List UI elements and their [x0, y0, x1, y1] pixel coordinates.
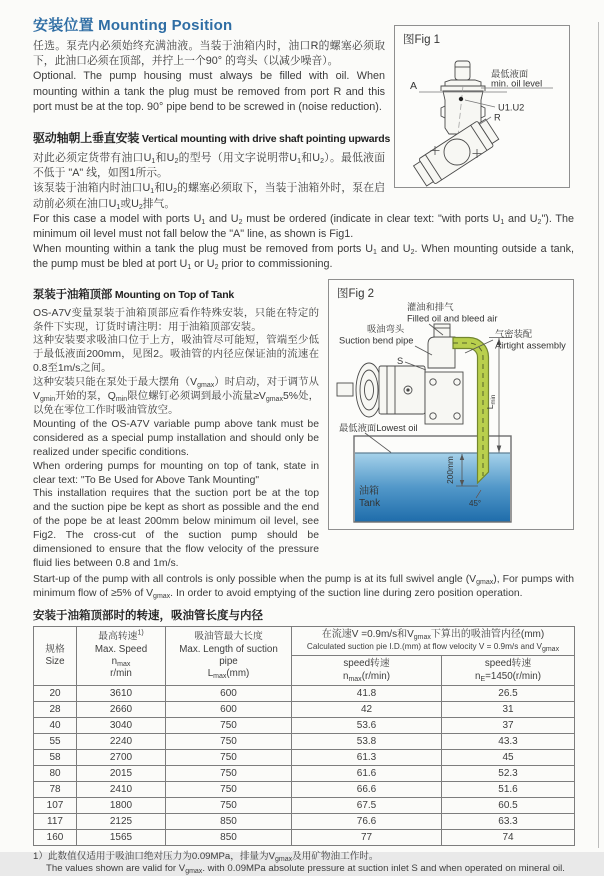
- fig2-bend-en-label: Suction bend pipe: [339, 335, 414, 346]
- cell-id-nmax: 53.6: [292, 718, 442, 734]
- table-row: [34, 686, 575, 702]
- fig1-port-dot: [459, 97, 463, 101]
- cell-max-speed: 1565: [77, 830, 166, 846]
- table-row: [34, 814, 575, 830]
- cell-id-1450: 63.3: [442, 814, 575, 830]
- fig2-45-label: 45°: [469, 498, 482, 508]
- cell-id-nmax: 61.6: [292, 766, 442, 782]
- cell-id-nmax: 77: [292, 830, 442, 846]
- cell-id-1450: 31: [442, 702, 575, 718]
- col-header-calculated-id: 在流速V =0.9m/s和$V_{gmax}$下算出的吸油管内径(mm) Calculated suction pie I.D.(mm) at flow velocity V = 0.9m/s and $V_{gmax}$: [292, 626, 575, 656]
- tank-top-en3: This installation requires that the suction port be at the top and the suction pipe be kept as short as possible and the end of the pope be at least 200mm below minimum oil level, see Fig2. The cross-cut of the suction pump should be dimensioned to ensure that the flow velocity of the pressure fluid lies between 0.8 and 1m/s.: [33, 488, 319, 569]
- fig2-fill-zh-label: 灌油和排气: [407, 301, 454, 312]
- fig2-installation-drawing: [329, 280, 573, 529]
- table-row: [34, 766, 575, 782]
- table-row: [34, 750, 575, 766]
- top-columns: [33, 16, 574, 212]
- cell-id-1450: 60.5: [442, 798, 575, 814]
- cell-id-nmax: 66.6: [292, 782, 442, 798]
- cell-id-1450: 51.6: [442, 782, 575, 798]
- table-row: [34, 830, 575, 846]
- tank-top-zh3: 这种安装只能在泵处于最大摆角$(V_{gmax})$时启动，对于调节从$V_{gmin}$开始的泵，$Q_{min}$限位螺钉必须调到最小流量$\ge V_{gmax}5\%$处，以免在零位工作时吸油管放空。: [33, 377, 319, 416]
- table-title: 安装于油箱顶部时的转速，吸油管长度与内径: [33, 609, 263, 622]
- fig2-fill-en-label: Filled oil and bleed air: [407, 313, 498, 324]
- footnote-zh: 1）此数值仅适用于吸油口绝对压力为0.09MPa，排量为$V_{gmax}$及用矿物油工作时。: [33, 851, 379, 864]
- tank-top-zh2: 这种安装要求吸油口位于上方，吸油管尽可能短，管端至少低于最低液面200mm，见图2。吸油管的内径应保证油的流速在0.8至1m/s之间。: [33, 335, 319, 375]
- cell-size: 160: [34, 830, 77, 846]
- cell-id-nmax: 53.8: [292, 734, 442, 750]
- fig2-airtight-zh-label: 气密装配: [495, 328, 533, 339]
- fig2-lowest-oil-label: 最低液面Lowest oil: [339, 422, 418, 433]
- cell-id-nmax: 76.6: [292, 814, 442, 830]
- cell-max-speed: 2125: [77, 814, 166, 830]
- cell-max-speed: 3610: [77, 686, 166, 702]
- fig1-a-label: A: [410, 80, 418, 92]
- cell-max-length: 850: [166, 830, 292, 846]
- vertical-mounting-zh2: 该泵装于油箱内时油口$U_1$和$U_2$的螺塞必须取下，当装于油箱外时，泵在启动前必须在油口$U_1$或$U_2$排气。: [33, 182, 386, 211]
- fig2-box: [328, 279, 574, 530]
- cell-size: 40: [34, 718, 77, 734]
- col-header-max-length: 吸油管最大长度 Max. Length of suction pipe $L_{max}(mm)$: [166, 626, 292, 685]
- page-title: 安装位置 Mounting Position: [33, 17, 233, 34]
- cell-size: 80: [34, 766, 77, 782]
- col-header-max-speed: 最高转速$^{1)}$ Max. Speed $n_{max}$ r/min: [77, 626, 166, 685]
- fig1-pump-drawing: [395, 46, 569, 187]
- cell-id-1450: 37: [442, 718, 575, 734]
- vertical-mounting-zh1: 对此必须定货带有油口$U_1$和$U_2$的型号（用文字说明带$U_1$和$U_2$）。最低液面不低于 "A" 线，如图1所示。: [33, 152, 385, 180]
- fig1-port-r-label: R: [494, 112, 501, 123]
- cell-size: 107: [34, 798, 77, 814]
- fig2-bend-zh-label: 吸油弯头: [367, 323, 405, 334]
- col-header-size: 规格 Size: [34, 626, 77, 685]
- col-header-speed-1450: speed转速 $n_E=1450(r/\min)$: [442, 656, 575, 686]
- table-row: [34, 798, 575, 814]
- cell-id-nmax: 67.5: [292, 798, 442, 814]
- top-text-column: [33, 16, 391, 212]
- fig2-200mm-label: 200mm: [445, 455, 455, 484]
- speed-suction-table: [33, 626, 575, 846]
- tank-top-en2: When ordering pumps for mounting on top of tank, state in clear text: "To Be Used for Above Tank Mounting": [33, 460, 319, 486]
- tank-top-en4: Start-up of the pump with all controls is only possible when the pump is at its full swivel angle $(V_{gmax})$, For pumps with minimum flow of ≥5% of $V_{gmax}$. In order to avoid emptying of the suction line during zero position operation.: [33, 573, 574, 600]
- cell-size: 55: [34, 734, 77, 750]
- cell-max-length: 850: [166, 814, 292, 830]
- cell-max-speed: 2410: [77, 782, 166, 798]
- fig1-min-oil-en-label: min. oil level: [491, 78, 543, 89]
- cell-id-1450: 26.5: [442, 686, 575, 702]
- mounting-position-en: Optional. The pump housing must always be filled with oil. When mounting within a tank the plug must be removed from port R and this port must be at the top. 90° pipe bend to be screwed in (noise reduction).: [33, 70, 385, 113]
- fig1-min-oil-zh-label: 最低液面: [491, 69, 529, 79]
- tank-top-heading: 泵装于油箱顶部 Mounting on Top of Tank: [33, 288, 235, 301]
- table-row: [34, 702, 575, 718]
- table-row: [34, 718, 575, 734]
- col-header-speed-nmax: speed转速 $n_{max}(r/\min)$: [292, 656, 442, 686]
- cell-id-1450: 52.3: [442, 766, 575, 782]
- fig2-fill-port: [434, 324, 450, 337]
- vertical-mounting-en1: For this case a model with ports $U_1$ and $U_2$ must be ordered (indicate in clear text: "with ports $U_1$ and $U_2$"). The minimum oil level must not fall below the "A" line, as shown is Fig1.: [33, 212, 575, 241]
- cell-size: 117: [34, 814, 77, 830]
- table-row: [34, 734, 575, 750]
- cell-size: 20: [34, 686, 77, 702]
- fig1-box: [394, 25, 570, 188]
- tank-top-zh1: OS-A7V变量泵装于油箱顶部应看作特殊安装，只能在特定的条件下实现，订货时请注明：用于油箱顶部安装。: [33, 307, 319, 333]
- cell-max-speed: 2015: [77, 766, 166, 782]
- cell-id-nmax: 41.8: [292, 686, 442, 702]
- fig1-ports-label: U1.U2: [498, 102, 525, 113]
- fig2-suction-elbow: [428, 337, 455, 368]
- footnote-en: The values shown are valid for $V_{gmax}$. with 0.09MPa absolute pressure at suction inlet S and when operated on mineral oil.: [46, 863, 565, 876]
- fig2-tank-en-label: Tank: [359, 497, 381, 509]
- fig2-label: 图Fig 2: [337, 287, 375, 300]
- cell-max-length: 750: [166, 766, 292, 782]
- cell-id-nmax: 61.3: [292, 750, 442, 766]
- cell-size: 58: [34, 750, 77, 766]
- vertical-mounting-en2: When mounting within a tank the plug must be removed from ports $U_1$ and $U_2$. When mounting outside a tank, the pump must be bled at port $U_1$ or $U_2$ prior to commissioning.: [33, 243, 574, 272]
- cell-id-nmax: 42: [292, 702, 442, 718]
- fig2-s-label: S: [397, 355, 404, 366]
- cell-max-length: 750: [166, 718, 292, 734]
- fig2-airtight-en-label: Airtight assembly: [495, 340, 566, 351]
- cell-max-speed: 3040: [77, 718, 166, 734]
- cell-max-length: 750: [166, 734, 292, 750]
- cell-max-length: 750: [166, 782, 292, 798]
- footnote: [33, 851, 574, 876]
- table-header-row-1: [34, 626, 575, 656]
- tank-top-text-column: [33, 277, 319, 571]
- fig1-label: 图Fig 1: [403, 34, 441, 46]
- cell-id-1450: 43.3: [442, 734, 575, 750]
- mounting-position-zh: 任选。泵壳内必须始终充满油液。当装于油箱内时，油口R的螺塞必须取下，此油口必须在顶部，并拧上一个90° 的弯头（以减少噪音）。: [33, 40, 385, 68]
- cell-max-length: 750: [166, 798, 292, 814]
- tank-top-section: [33, 277, 574, 571]
- cell-max-speed: 2700: [77, 750, 166, 766]
- fig2-lmin-dim-label: $L_{min}$: [485, 394, 497, 409]
- cell-max-length: 600: [166, 702, 292, 718]
- cell-id-1450: 45: [442, 750, 575, 766]
- cell-max-length: 600: [166, 686, 292, 702]
- vertical-mounting-heading: 驱动轴朝上垂直安装 Vertical mounting with drive shaft pointing upwards: [33, 131, 391, 146]
- cell-size: 28: [34, 702, 77, 718]
- fig1-shaft: [455, 61, 470, 80]
- cell-max-speed: 1800: [77, 798, 166, 814]
- cell-size: 78: [34, 782, 77, 798]
- table-row: [34, 782, 575, 798]
- tank-top-en1: Mounting of the OS-A7V variable pump above tank must be considered as a special pump installation and should only be realized under specific conditions.: [33, 418, 319, 458]
- cell-max-speed: 2660: [77, 702, 166, 718]
- cell-max-speed: 2240: [77, 734, 166, 750]
- fig2-tank-zh-label: 油箱: [359, 485, 379, 497]
- cell-id-1450: 74: [442, 830, 575, 846]
- cell-max-length: 750: [166, 750, 292, 766]
